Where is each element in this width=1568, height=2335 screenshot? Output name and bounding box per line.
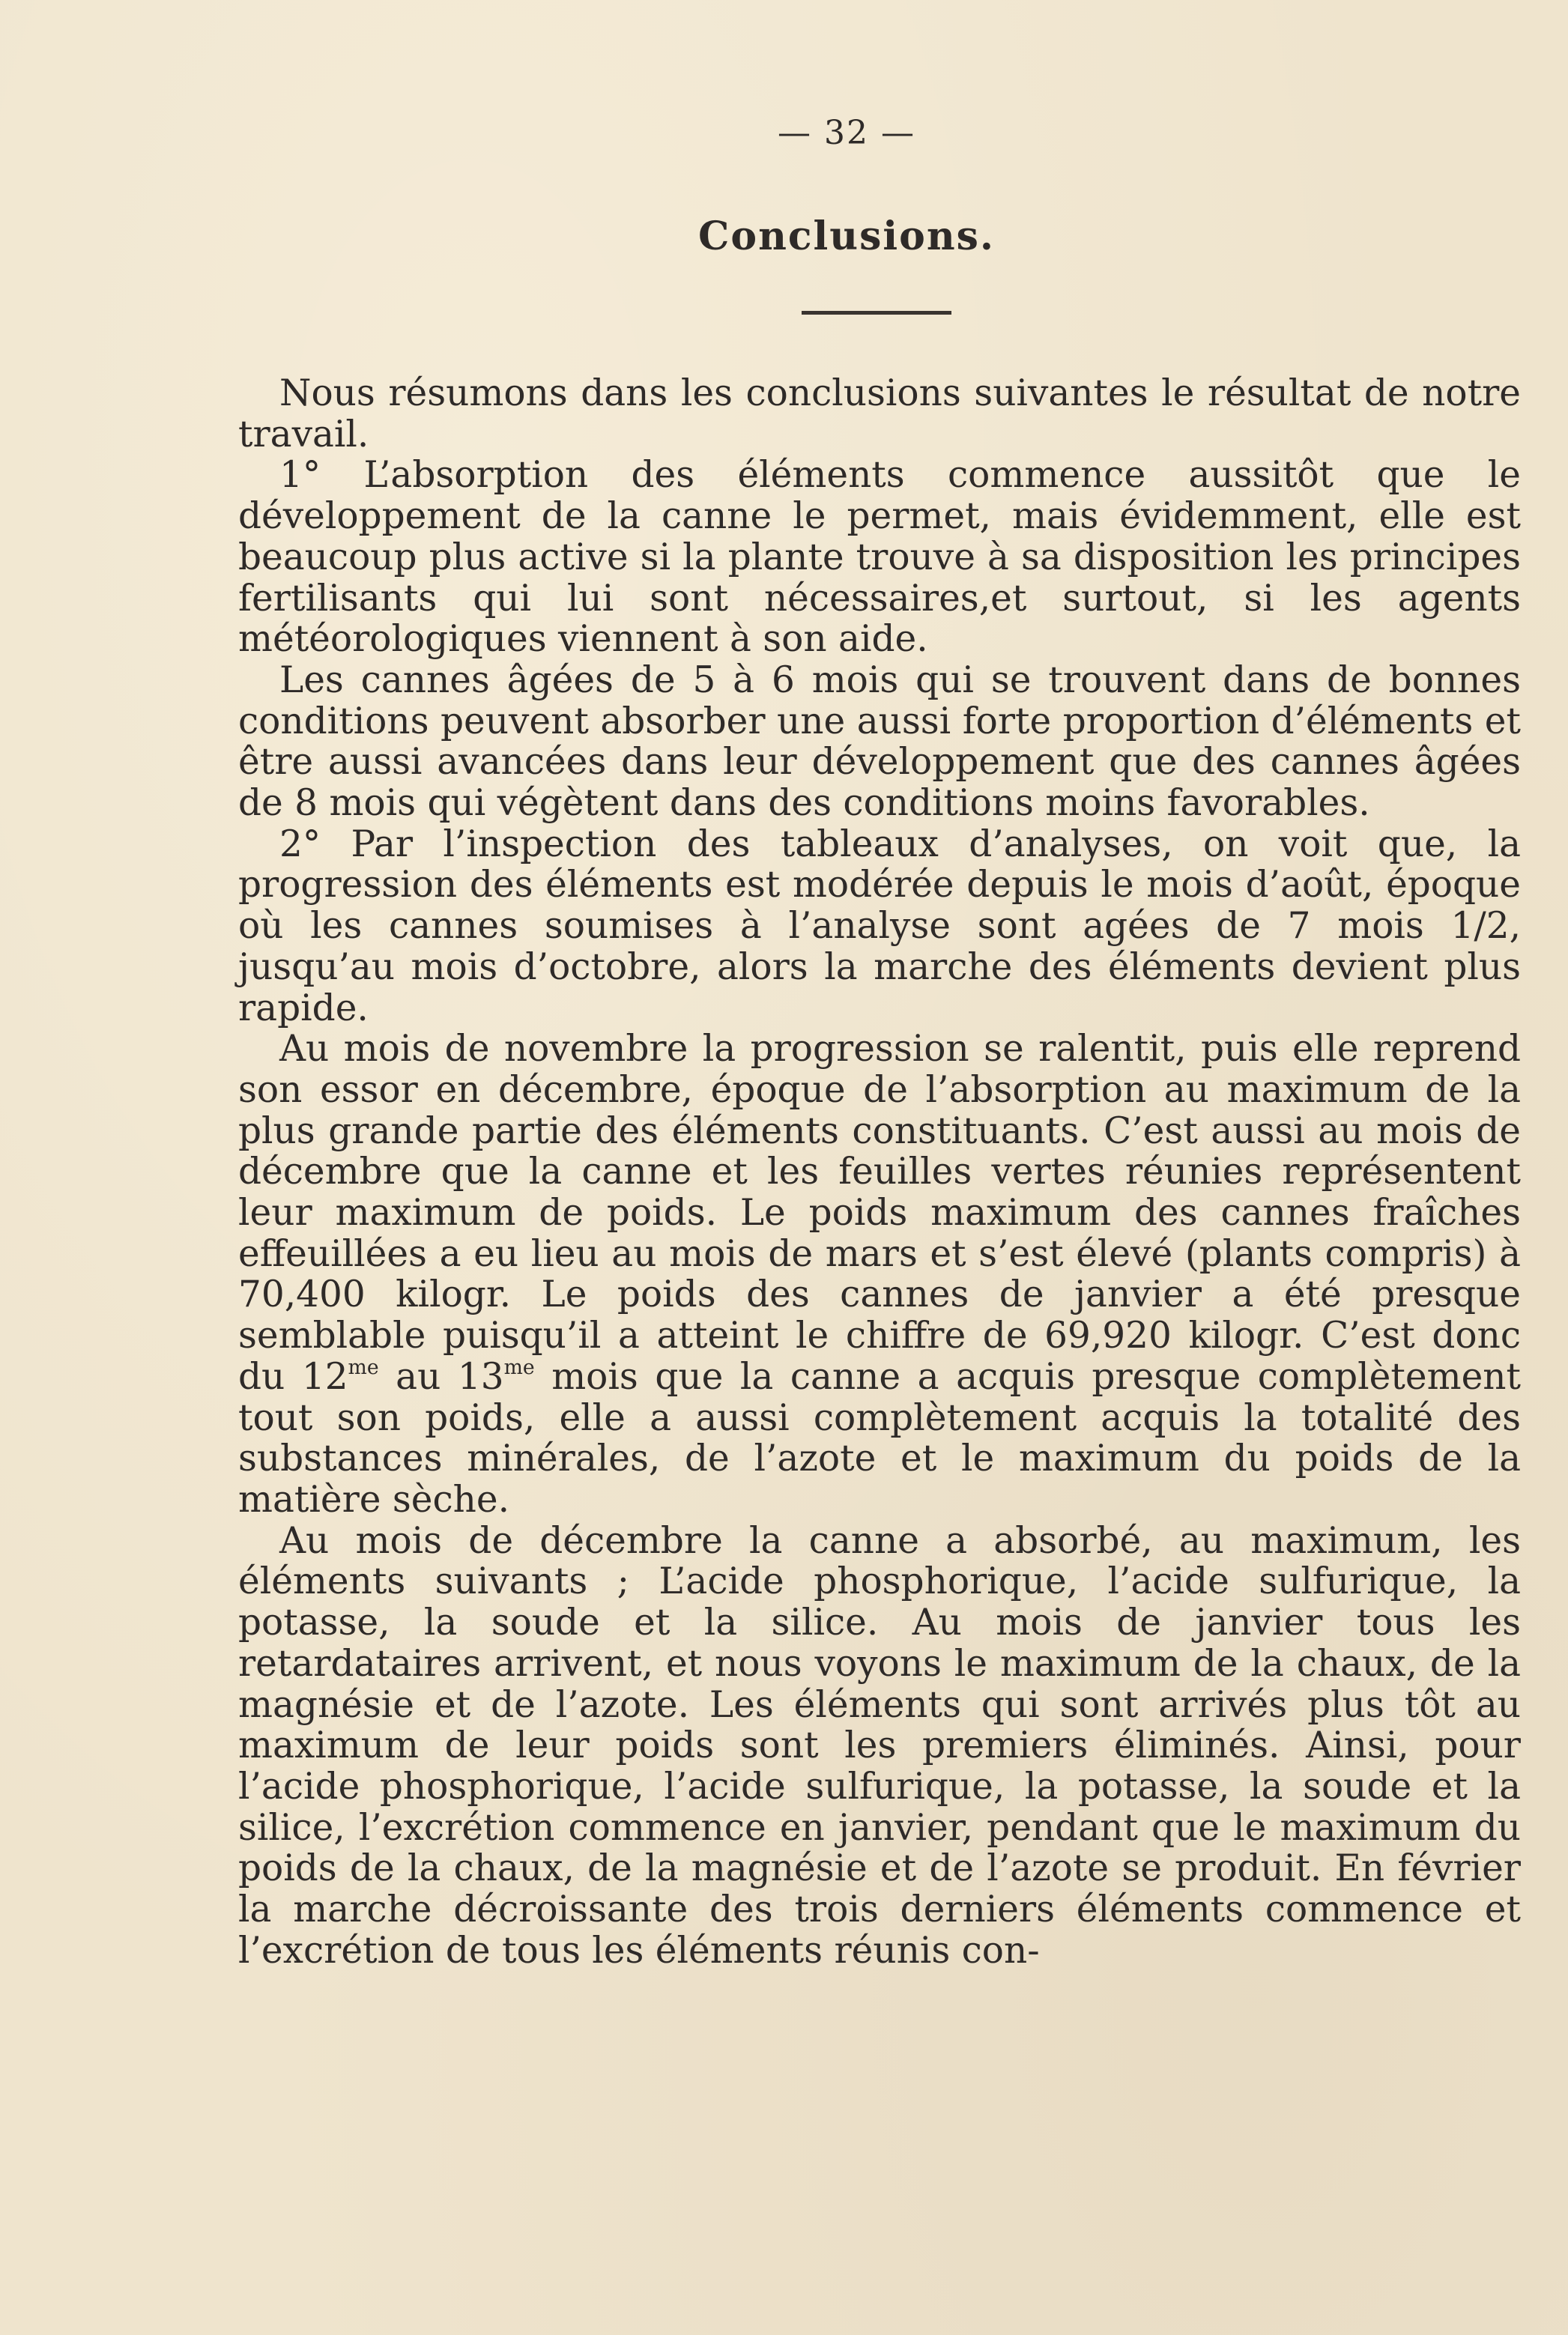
paragraph-november-part2: au 13 bbox=[378, 1355, 504, 1398]
paragraph-november-part3: mois que la canne a acquis presque complètement tout son poids, elle a aussi complètement acquis la totalité des substances minérales, de l’azote et le maximum du poids de la matière sèche. bbox=[238, 1355, 1521, 1521]
paragraph-november-part1: Au mois de novembre la progression se ralentit, puis elle reprend son essor en décembre, époque de l’absorption au maximum de la plus grande partie des éléments constituants. C’est aussi au mois de décembre que la canne et les feuilles vertes réunies représentent leur maximum de poids. Le poids maximum des cannes fraîches effeuillées a eu lieu au mois de mars et s’est élevé (plants compris) à 70,400 kilogr. Le poids des cannes de janvier a été presque semblable puisqu’il a atteint le chiffre de 69,920 kilogr. C’est donc du 12 bbox=[238, 1028, 1521, 1398]
paragraph-intro: Nous résumons dans les conclusions suivantes le résultat de notre travail. bbox=[238, 372, 1521, 455]
paragraph-november bbox=[238, 1029, 1521, 1520]
paragraph-young-canes: Les cannes âgées de 5 à 6 mois qui se trouvent dans de bonnes conditions peuvent absorber une aussi forte proportion d’éléments et être aussi avancées dans leur développement que des cannes âgées de 8 mois qui végètent dans des conditions moins favorables. bbox=[238, 658, 1521, 825]
paragraph-december: Au mois de décembre la canne a absorbé, au maximum, les éléments suivants ; L’acide phosphorique, l’acide sulfurique, la potasse, la soude et la silice. Au mois de janvier tous les retardataires arrivent, et nous voyons le maximum de la chaux, de la magnésie et de l’azote. Les éléments qui sont arrivés plus tôt au maximum de leur poids sont les premiers éliminés. Ainsi, pour l’acide phosphorique, l’acide sulfurique, la potasse, la soude et la silice, l’excrétion commence en janvier, pendant que le maximum du poids de la chaux, de la magnésie et de l’azote se produit. En février la marche décroissante des trois derniers éléments commence et l’excrétion de tous les éléments réunis con- bbox=[238, 1519, 1521, 1972]
section-heading: Conclusions. bbox=[698, 213, 995, 259]
page-number: — 32 — bbox=[778, 114, 915, 152]
heading-divider bbox=[802, 311, 951, 315]
paragraph-point-2: 2° Par l’inspection des tableaux d’analyses, on voit que, la progression des éléments est modérée depuis le mois d’août, époque où les cannes soumises à l’analyse sont agées de 7 mois 1/2, jusqu’au mois d’octobre, alors la marche des éléments devient plus rapide. bbox=[238, 823, 1521, 1029]
superscript-me-2: me bbox=[503, 1355, 535, 1379]
superscript-me-1: me bbox=[348, 1355, 379, 1379]
paragraph-point-1: 1° L’absorption des éléments commence aussitôt que le développement de la canne le permet, mais évidemment, elle est beaucoup plus active si la plante trouve à sa disposition les principes fertilisants qui lui sont nécessaires,et surtout, si les agents météorologiques viennent à son aide. bbox=[238, 454, 1521, 661]
body-text bbox=[238, 373, 1521, 1971]
